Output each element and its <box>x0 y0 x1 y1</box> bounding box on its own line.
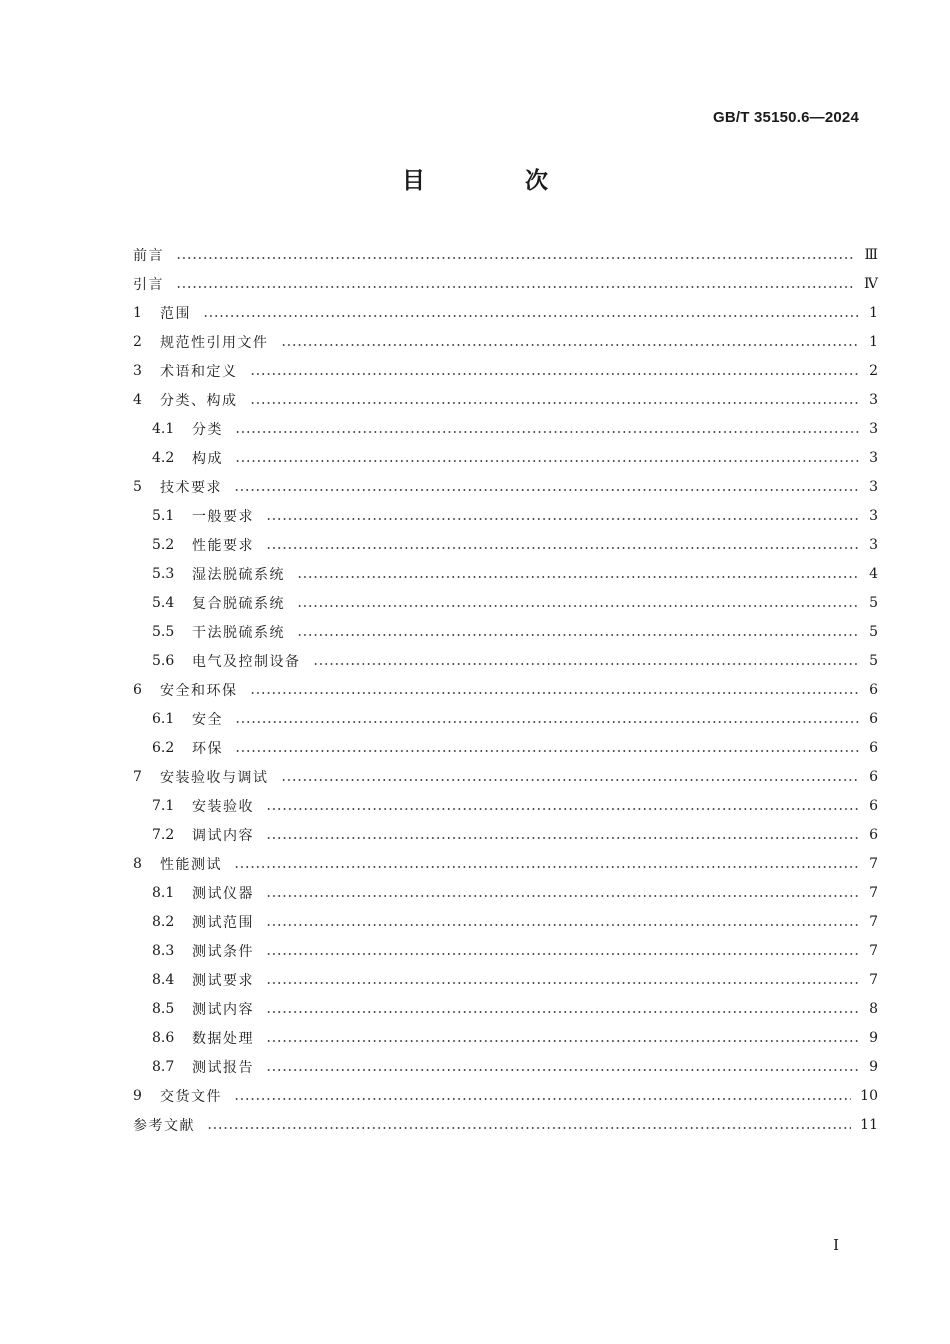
toc-entry-label: 电气及控制设备 <box>192 653 301 670</box>
toc-entry-number: 4.1 <box>152 420 175 437</box>
toc-entry-page: 2 <box>869 362 878 379</box>
toc-entry[interactable] <box>133 878 878 907</box>
toc-entry-label: 一般要求 <box>192 508 254 525</box>
toc-entry-label: 交货文件 <box>160 1088 222 1105</box>
dot-leader <box>281 335 860 349</box>
dot-leader <box>266 1002 859 1016</box>
toc-entry-number: 6 <box>133 681 142 698</box>
toc-entry-page: 6 <box>869 797 878 814</box>
toc-entry-number: 5.5 <box>152 623 175 640</box>
toc-entry-number: 8.7 <box>152 1058 175 1075</box>
toc-entry-label: 技术要求 <box>160 479 222 496</box>
toc-entry-page: 7 <box>869 971 878 988</box>
toc-entry[interactable] <box>133 501 878 530</box>
toc-entry[interactable] <box>133 385 878 414</box>
dot-leader <box>176 277 855 291</box>
dot-leader <box>266 509 859 523</box>
toc-entry-label: 测试仪器 <box>192 885 254 902</box>
toc-entry[interactable] <box>133 907 878 936</box>
dot-leader <box>235 422 859 436</box>
dot-leader <box>266 538 859 552</box>
toc-entry-label: 构成 <box>192 450 223 467</box>
toc-entry-number: 5.2 <box>152 536 175 553</box>
dot-leader <box>176 248 855 262</box>
toc-entry-page: 6 <box>869 826 878 843</box>
toc-entry-number: 4 <box>133 391 142 408</box>
toc-entry[interactable] <box>133 1081 878 1110</box>
toc-entry-number: 8 <box>133 855 142 872</box>
toc-entry-page: 5 <box>869 623 878 640</box>
toc-entry[interactable] <box>133 356 878 385</box>
table-of-contents <box>133 240 878 1139</box>
toc-entry[interactable] <box>133 472 878 501</box>
toc-entry[interactable] <box>133 762 878 791</box>
toc-entry[interactable] <box>133 327 878 356</box>
toc-entry[interactable] <box>133 414 878 443</box>
toc-entry-number: 8.3 <box>152 942 175 959</box>
page-title: 目 次 <box>401 168 594 194</box>
toc-entry[interactable] <box>133 675 878 704</box>
toc-entry[interactable] <box>133 588 878 617</box>
toc-entry[interactable] <box>133 530 878 559</box>
toc-entry[interactable] <box>133 994 878 1023</box>
toc-entry-number: 6.1 <box>152 710 175 727</box>
toc-entry[interactable] <box>133 1110 878 1139</box>
dot-leader <box>250 364 860 378</box>
toc-entry-page: 9 <box>869 1029 878 1046</box>
toc-entry-label: 复合脱硫系统 <box>192 595 285 612</box>
dot-leader <box>266 944 859 958</box>
dot-leader <box>266 973 859 987</box>
toc-entry-page: Ⅲ <box>864 246 878 263</box>
toc-entry-label: 安装验收与调试 <box>160 769 269 786</box>
toc-entry-label: 测试条件 <box>192 943 254 960</box>
toc-entry-label: 调试内容 <box>192 827 254 844</box>
toc-entry[interactable] <box>133 269 878 298</box>
toc-entry[interactable] <box>133 1023 878 1052</box>
toc-entry-label: 测试范围 <box>192 914 254 931</box>
dot-leader <box>234 1089 851 1103</box>
dot-leader <box>266 799 859 813</box>
toc-entry-page: 1 <box>869 304 878 321</box>
toc-entry-number: 8.2 <box>152 913 175 930</box>
dot-leader <box>250 393 860 407</box>
toc-entry[interactable] <box>133 1052 878 1081</box>
toc-entry-number: 5.4 <box>152 594 175 611</box>
toc-entry-number: 7.1 <box>152 797 175 814</box>
toc-entry-number: 7.2 <box>152 826 175 843</box>
toc-entry-label: 数据处理 <box>192 1030 254 1047</box>
toc-entry-label: 干法脱硫系统 <box>192 624 285 641</box>
dot-leader <box>235 712 859 726</box>
toc-entry-label: 测试报告 <box>192 1059 254 1076</box>
dot-leader <box>203 306 859 320</box>
dot-leader <box>297 625 859 639</box>
toc-entry-page: 6 <box>869 739 878 756</box>
toc-entry-page: 3 <box>869 449 878 466</box>
toc-entry[interactable] <box>133 733 878 762</box>
toc-entry-page: 4 <box>869 565 878 582</box>
toc-entry-page: 6 <box>869 710 878 727</box>
toc-entry-label: 引言 <box>133 276 164 293</box>
toc-entry-label: 测试内容 <box>192 1001 254 1018</box>
toc-entry[interactable] <box>133 559 878 588</box>
standard-number: GB/T 35150.6—2024 <box>713 109 859 126</box>
toc-entry-label: 环保 <box>192 740 223 757</box>
toc-entry-number: 3 <box>133 362 142 379</box>
dot-leader <box>235 451 859 465</box>
toc-entry-number: 5.6 <box>152 652 175 669</box>
dot-leader <box>234 480 859 494</box>
toc-entry-number: 4.2 <box>152 449 175 466</box>
toc-entry-label: 规范性引用文件 <box>160 334 269 351</box>
toc-entry[interactable] <box>133 298 878 327</box>
toc-entry-label: 分类、构成 <box>160 392 238 409</box>
dot-leader <box>297 596 859 610</box>
dot-leader <box>266 915 859 929</box>
page-number: Ⅰ <box>833 1236 839 1254</box>
toc-entry-label: 湿法脱硫系统 <box>192 566 285 583</box>
dot-leader <box>313 654 860 668</box>
toc-entry-page: 3 <box>869 391 878 408</box>
dot-leader <box>266 1060 859 1074</box>
dot-leader <box>297 567 859 581</box>
toc-entry-page: 3 <box>869 478 878 495</box>
toc-entry-page: 9 <box>869 1058 878 1075</box>
toc-entry-page: 6 <box>869 681 878 698</box>
toc-entry-page: 11 <box>860 1116 878 1133</box>
toc-entry-page: 8 <box>869 1000 878 1017</box>
toc-entry-page: 7 <box>869 884 878 901</box>
toc-entry-page: 1 <box>869 333 878 350</box>
toc-entry-label: 安全和环保 <box>160 682 238 699</box>
toc-entry[interactable] <box>133 965 878 994</box>
dot-leader <box>235 741 859 755</box>
toc-entry-label: 范围 <box>160 305 191 322</box>
dot-leader <box>281 770 860 784</box>
toc-entry-label: 安全 <box>192 711 223 728</box>
toc-entry[interactable] <box>133 849 878 878</box>
toc-entry-number: 5 <box>133 478 142 495</box>
toc-entry-page: 3 <box>869 536 878 553</box>
toc-entry-number: 5.3 <box>152 565 175 582</box>
toc-entry[interactable] <box>133 443 878 472</box>
toc-entry-number: 8.5 <box>152 1000 175 1017</box>
dot-leader <box>266 828 859 842</box>
toc-entry-page: 7 <box>869 855 878 872</box>
dot-leader <box>250 683 860 697</box>
toc-entry-label: 分类 <box>192 421 223 438</box>
toc-entry-number: 8.4 <box>152 971 175 988</box>
toc-entry[interactable] <box>133 704 878 733</box>
toc-entry-page: 5 <box>869 594 878 611</box>
toc-entry-label: 性能测试 <box>160 856 222 873</box>
toc-entry-number: 1 <box>133 304 142 321</box>
toc-entry-page: 10 <box>860 1087 878 1104</box>
toc-entry-page: 3 <box>869 507 878 524</box>
toc-entry-label: 参考文献 <box>133 1117 195 1134</box>
toc-entry-label: 术语和定义 <box>160 363 238 380</box>
toc-entry-label: 测试要求 <box>192 972 254 989</box>
toc-entry-number: 8.6 <box>152 1029 175 1046</box>
toc-entry[interactable] <box>133 240 878 269</box>
toc-entry[interactable] <box>133 646 878 675</box>
toc-entry-number: 2 <box>133 333 142 350</box>
toc-entry-label: 安装验收 <box>192 798 254 815</box>
toc-entry-number: 7 <box>133 768 142 785</box>
toc-entry-page: 5 <box>869 652 878 669</box>
toc-entry[interactable] <box>133 936 878 965</box>
dot-leader <box>207 1118 851 1132</box>
dot-leader <box>266 886 859 900</box>
toc-entry-page: 6 <box>869 768 878 785</box>
toc-entry[interactable] <box>133 617 878 646</box>
toc-entry[interactable] <box>133 791 878 820</box>
dot-leader <box>266 1031 859 1045</box>
toc-entry-page: 7 <box>869 913 878 930</box>
toc-entry-number: 9 <box>133 1087 142 1104</box>
toc-entry-number: 5.1 <box>152 507 175 524</box>
toc-entry-label: 前言 <box>133 247 164 264</box>
toc-entry-page: Ⅳ <box>864 275 878 292</box>
toc-entry-number: 8.1 <box>152 884 175 901</box>
toc-entry-number: 6.2 <box>152 739 175 756</box>
dot-leader <box>234 857 859 871</box>
toc-entry-page: 3 <box>869 420 878 437</box>
toc-entry-label: 性能要求 <box>192 537 254 554</box>
toc-entry-page: 7 <box>869 942 878 959</box>
toc-entry[interactable] <box>133 820 878 849</box>
